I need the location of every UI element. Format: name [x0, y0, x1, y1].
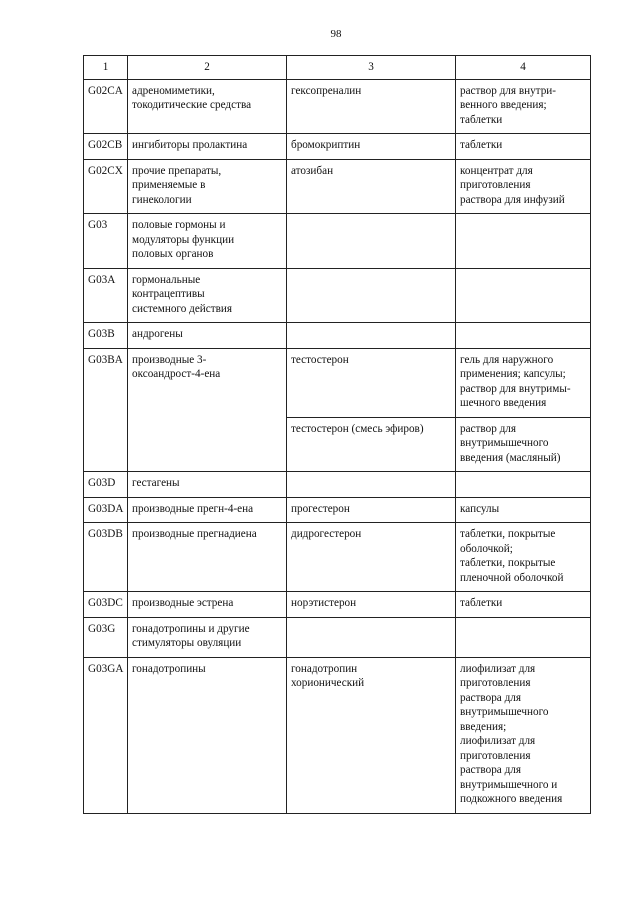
group-cell [128, 657, 287, 813]
atc-code-cell [84, 268, 128, 323]
table-row [84, 134, 591, 160]
dosage-form-cell [456, 268, 591, 323]
group-name: адреномиметики, токодитические средства [132, 84, 252, 111]
group-name: производные прегн-4-ена [132, 502, 254, 515]
atc-code-cell [84, 159, 128, 214]
group-name: производные 3- оксоандрост-4-ена [132, 353, 221, 380]
atc-code-cell [84, 472, 128, 498]
group-name: гонадотропины и другие стимуляторы овуляции [132, 622, 250, 649]
dosage-form-cell [456, 214, 591, 269]
atc-code: G02CB [88, 139, 123, 151]
dosage-form-cell [456, 497, 591, 523]
table-row [84, 657, 591, 813]
drug-name: атозибан [291, 164, 334, 177]
atc-code: G03GA [88, 662, 124, 675]
group-cell [128, 134, 287, 160]
group-name: гонадотропины [132, 662, 206, 675]
header-row [84, 56, 591, 80]
drug-name-cell [287, 159, 456, 214]
dosage-forms: таблетки, покрытые оболочкой; таблетки, покрытые пленочной оболочкой [460, 528, 564, 584]
dosage-form-cell [456, 134, 591, 160]
table-row [84, 617, 591, 657]
table-row [84, 523, 591, 592]
table-body [84, 79, 591, 813]
atc-code-cell [84, 348, 128, 472]
column-header-4: 4 [456, 56, 591, 80]
atc-code-cell [84, 214, 128, 269]
atc-code-cell [84, 617, 128, 657]
drug-name-cell [287, 268, 456, 323]
group-cell [128, 617, 287, 657]
atc-code: G03A [88, 273, 116, 286]
drug-name-cell [287, 472, 456, 498]
group-name: половые гормоны и модуляторы функции половых органов [132, 219, 235, 260]
atc-code-cell [84, 323, 128, 349]
dosage-form-cell [456, 523, 591, 592]
dosage-form-cell [456, 79, 591, 134]
atc-code-cell [84, 523, 128, 592]
table-row [84, 159, 591, 214]
drug-name: норэтистерон [291, 597, 357, 609]
dosage-form-cell [456, 617, 591, 657]
group-cell [128, 348, 287, 472]
group-name: андрогены [132, 328, 183, 340]
drug-name: прогестерон [291, 502, 350, 515]
column-header-1: 1 [84, 56, 128, 80]
atc-code: G03B [88, 328, 115, 340]
drug-name-cell [287, 214, 456, 269]
drug-name-cell [287, 323, 456, 349]
dosage-form-cell [456, 348, 591, 417]
dosage-forms: лиофилизат для приготовления раствора для внутримышечного введения; лиофилизат для приготовления раствора для внутримышечного и подкожного введения [460, 662, 563, 805]
atc-code-cell [84, 134, 128, 160]
group-cell [128, 323, 287, 349]
drug-name-cell [287, 417, 456, 472]
atc-code: G03DA [88, 502, 124, 515]
atc-code: G03DB [88, 528, 123, 540]
atc-code: G02CA [88, 84, 123, 97]
drug-name: тестостерон (смесь эфиров) [291, 422, 424, 435]
drug-name-cell [287, 523, 456, 592]
group-cell [128, 159, 287, 214]
group-cell [128, 523, 287, 592]
drug-name-cell [287, 592, 456, 618]
table-row [84, 214, 591, 269]
group-cell [128, 592, 287, 618]
drug-name-cell [287, 79, 456, 134]
dosage-form-cell [456, 592, 591, 618]
table-row [84, 348, 591, 417]
drug-table [83, 55, 591, 814]
dosage-forms: таблетки [460, 597, 503, 609]
group-name: производные эстрена [132, 597, 234, 609]
group-cell [128, 268, 287, 323]
drug-name-cell [287, 348, 456, 417]
group-name: ингибиторы пролактина [132, 139, 248, 151]
group-cell [128, 214, 287, 269]
column-header-3: 3 [287, 56, 456, 80]
drug-name-cell [287, 497, 456, 523]
group-cell [128, 472, 287, 498]
dosage-form-cell [456, 657, 591, 813]
dosage-forms: концентрат для приготовления раствора для инфузий [460, 164, 565, 206]
drug-name-cell [287, 617, 456, 657]
drug-name: бромокриптин [291, 139, 361, 151]
dosage-form-cell [456, 159, 591, 214]
dosage-forms: раствор для внутри- венного введения; таблетки [460, 84, 557, 126]
drug-name-cell [287, 134, 456, 160]
drug-name: тестостерон [291, 353, 349, 366]
drug-name: дидрогестерон [291, 528, 362, 540]
atc-code-cell [84, 657, 128, 813]
page-number: 98 [330, 28, 342, 40]
atc-code-cell [84, 592, 128, 618]
dosage-form-cell [456, 417, 591, 472]
group-name: прочие препараты, применяемые в гинекологии [132, 164, 222, 206]
atc-code: G03BA [88, 353, 123, 366]
dosage-form-cell [456, 472, 591, 498]
table-row [84, 592, 591, 618]
group-cell [128, 79, 287, 134]
atc-code: G03 [88, 219, 108, 231]
atc-code: G03D [88, 477, 116, 489]
dosage-forms: раствор для внутримышечного введения (масляный) [460, 422, 561, 464]
atc-code-cell [84, 79, 128, 134]
atc-code: G03DC [88, 597, 123, 609]
group-name: гормональные контрацептивы системного действия [132, 273, 233, 315]
drug-name: гексопреналин [291, 84, 362, 97]
drug-name: гонадотропин хорионический [291, 662, 365, 689]
drug-name-cell [287, 657, 456, 813]
table-row [84, 268, 591, 323]
table-row [84, 497, 591, 523]
dosage-forms: гель для наружного применения; капсулы; раствор для внутримы- шечного введения [460, 353, 571, 409]
dosage-forms: капсулы [460, 502, 500, 515]
atc-code: G03G [88, 622, 116, 635]
column-header-2: 2 [128, 56, 287, 80]
table-row [84, 472, 591, 498]
table-row [84, 79, 591, 134]
table-row [84, 323, 591, 349]
dosage-form-cell [456, 323, 591, 349]
atc-code: G02CX [88, 164, 123, 177]
group-cell [128, 497, 287, 523]
group-name: производные прегнадиена [132, 528, 257, 540]
table-header [84, 56, 591, 80]
dosage-forms: таблетки [460, 139, 503, 151]
group-name: гестагены [132, 477, 180, 489]
atc-code-cell [84, 497, 128, 523]
